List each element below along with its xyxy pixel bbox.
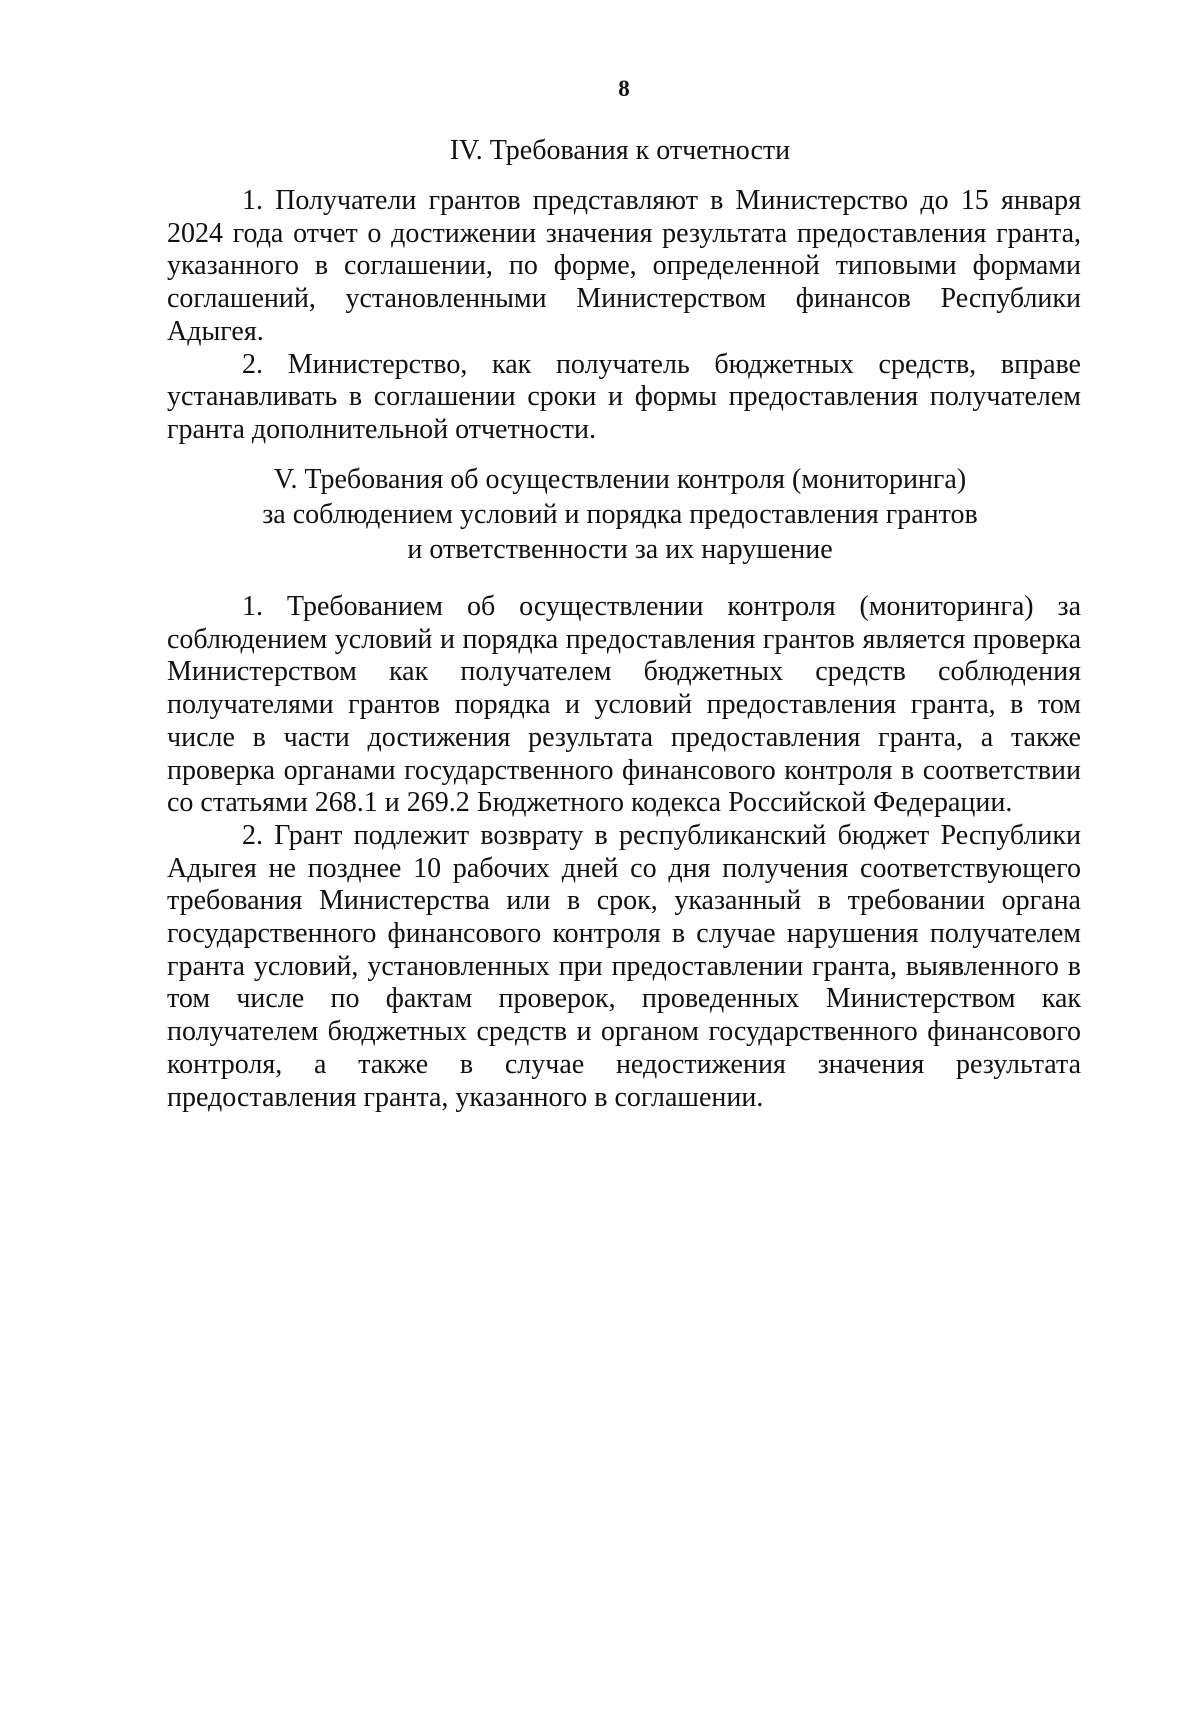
section-iv-heading: IV. Требования к отчетности bbox=[449, 135, 791, 166]
section-v-heading bbox=[160, 462, 1080, 567]
section-v-heading-line-1: V. Требования об осуществлении контроля (мониторинга) bbox=[273, 464, 967, 495]
section-iv-paragraph-1: 1. Получатели грантов представляют в Министерство до 15 января 2024 года отчет о достижении значения результата предоставления гранта, указанного в соглашении, по форме, определенной типовыми формами соглашений, установленными Министерством финансов Республики Адыгея. bbox=[167, 185, 1081, 347]
section-iv-paragraph-2: 2. Министерство, как получатель бюджетных средств, вправе устанавливать в соглашении сроки и формы предоставления получателем гранта дополнительной отчетности. bbox=[167, 348, 1081, 445]
section-v-paragraph-1: 1. Требованием об осуществлении контроля (мониторинга) за соблюдением условий и порядка предоставления грантов является проверка Министерством как получателем бюджетных средств соблюдения получателями грантов порядка и условий предоставления гранта, в том числе в части достижения результата предоставления гранта, а также проверка органами государственного финансового контроля в соответствии со статьями 268.1 и 269.2 Бюджетного кодекса Российской Федерации. bbox=[167, 591, 1081, 819]
section-v-body bbox=[167, 591, 1081, 1114]
section-v-heading-line-2: за соблюдением условий и порядка предоставления грантов bbox=[262, 499, 978, 530]
section-iv-body bbox=[167, 185, 1081, 447]
section-v-paragraph-2: 2. Грант подлежит возврату в республиканский бюджет Республики Адыгея не позднее 10 рабочих дней со дня получения соответствующего требования Министерства или в срок, указанный в требовании органа государственного финансового контроля в случае нарушения получателем гранта условий, установленных при предоставлении гранта, выявленного в том числе по фактам проверок, проведенных Министерством как получателем бюджетных средств и органом государственного финансового контроля, а также в случае недостижения значения результата предоставления гранта, указанного в соглашении. bbox=[167, 819, 1081, 1113]
page-number: 8 bbox=[618, 76, 630, 101]
section-v-heading-line-3: и ответственности за их нарушение bbox=[407, 534, 833, 565]
